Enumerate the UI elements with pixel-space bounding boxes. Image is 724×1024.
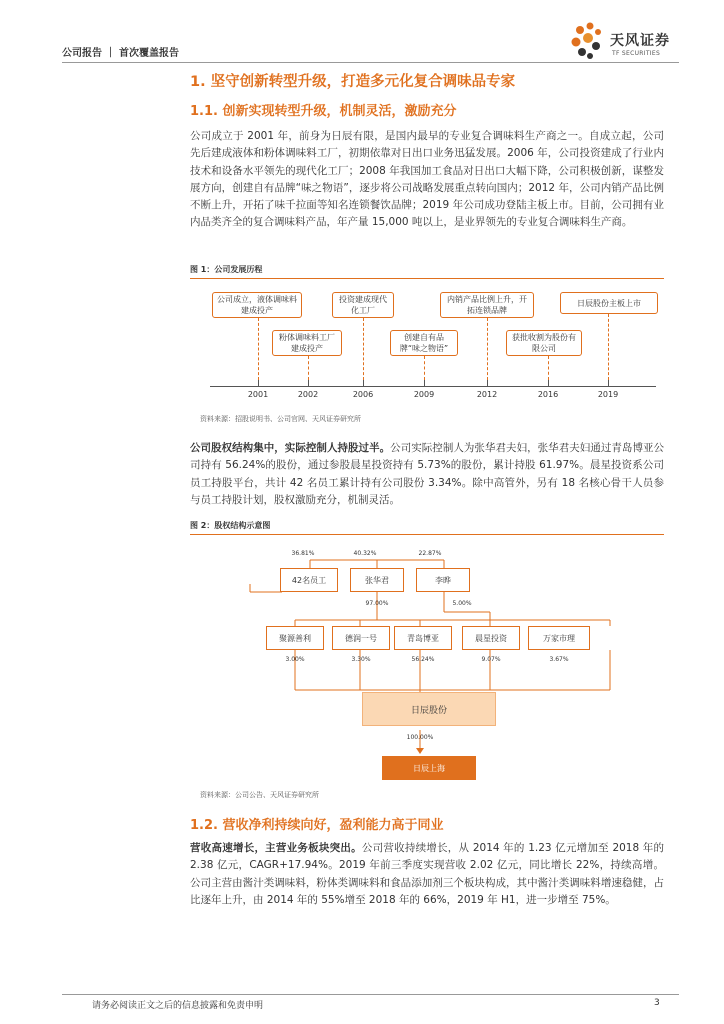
timeline-event-2012: 内销产品比例上升，开拓连锁品牌 <box>440 292 534 318</box>
pct-label: 97.00% <box>365 600 389 607</box>
tick <box>487 380 488 386</box>
connector <box>608 314 609 380</box>
year-label: 2002 <box>297 390 319 399</box>
logo-english: TF SECURITIES <box>612 50 661 57</box>
pct-label: 5.00% <box>452 600 472 607</box>
ownership-body: 公司实际控制人为张华君夫妇，张华君夫妇通过青岛博亚公司持有 56.24%的股份，通过参股晨星投资持有 5.73%的股份，累计持股 61.97%。晨星投资系公司员工持股平台，共计 42 名员工累计持有公司股份 3.34%。除中高管外，另有 18 名核心骨干人员参与员工持股计划，股权激励充分，机制灵活。 <box>190 442 665 506</box>
tf-logo-icon <box>568 20 610 62</box>
tick <box>424 380 425 386</box>
logo-name: 天风证券 <box>610 33 670 49</box>
holder-zhang: 张华君 <box>350 568 404 592</box>
pct-label: 100.00% <box>406 734 434 741</box>
revenue-lead: 营收高速增长，主营业务板块突出。 <box>190 842 362 854</box>
shareholder-box: 万家市理 <box>528 626 590 650</box>
paragraph-ownership <box>190 440 664 509</box>
figure-1-top-rule <box>190 278 664 279</box>
company-box: 日辰股份 <box>362 692 496 726</box>
ownership-lead: 公司股权结构集中，实际控制人持股过半。 <box>190 442 391 454</box>
pct-label: 3.30% <box>351 656 371 663</box>
connector <box>308 356 309 380</box>
timeline-event-2001: 公司成立，液体调味料建成投产 <box>212 292 302 318</box>
holder-employees: 42名员工 <box>280 568 338 592</box>
tick <box>608 380 609 386</box>
footer-disclaimer: 请务必阅读正文之后的信息披露和免责申明 <box>92 1001 264 1011</box>
page-number: 3 <box>654 998 660 1008</box>
year-label: 2006 <box>352 390 374 399</box>
figure-2-top-rule <box>190 534 664 535</box>
pct-label: 36.81% <box>291 550 315 557</box>
holder-li: 李晔 <box>416 568 470 592</box>
pct-label: 40.32% <box>353 550 377 557</box>
year-label: 2012 <box>476 390 498 399</box>
revenue-body: 公司营收持续增长，从 2014 年的 1.23 亿元增加至 2018 年的 2.38 亿元，CAGR+17.94%。2019 年前三季度实现营收 2.02 亿元，同比增长 22%，持续高增。公司主营由酱汁类调味料，粉体类调味料和食品添加剂三个板块构成，其中酱汁类调味料增速稳健，占比逐年上升，由 2014 年的 55%增至 2018 年的 66%，2019 年 H1，进一步增至 75%。 <box>190 842 664 906</box>
shareholder-box: 德润一号 <box>332 626 390 650</box>
pct-label: 3.67% <box>549 656 569 663</box>
figure-1-source: 资料来源：招股说明书、公司官网、天风证券研究所 <box>200 415 361 423</box>
paragraph-revenue <box>190 840 664 909</box>
connector <box>363 318 364 380</box>
subsection-title-1-2: 1.2. 营收净利持续向好，盈利能力高于同业 <box>190 818 444 833</box>
year-label: 2016 <box>537 390 559 399</box>
pct-label: 3.00% <box>285 656 305 663</box>
figure-1-title: 图 1：公司发展历程 <box>190 265 263 274</box>
paragraph-history: 公司成立于 2001 年，前身为日辰有限，是国内最早的专业复合调味料生产商之一。自成立起，公司先后建成液体和粉体调味料工厂，初期依靠对日出口业务迅猛发展。2006 年，公司投资建成了行业内技术和设备水平领先的现代化工厂；2008 年我国加工食品对日出口大幅下降，公司积极创新，谋整发展方向，创建自有品牌“味之物语”，逐步将公司战略发展重点转向国内；2012 年，公司内销产品比例不断上升，开拓了味千拉面等知名连锁餐饮品牌；2019 年公司成功登陆主板上市。目前，公司拥有业内品类齐全的复合调味料产品，年产量 15,000 吨以上，是业界领先的专业复合调味料生产商。 <box>190 130 664 229</box>
section-title: 1. 坚守创新转型升级，打造多元化复合调味品专家 <box>190 74 516 90</box>
figure-2-source: 资料来源：公司公告、天风证券研究所 <box>200 791 319 799</box>
pct-label: 56.24% <box>411 656 435 663</box>
year-label: 2009 <box>413 390 435 399</box>
year-label: 2001 <box>247 390 269 399</box>
connector <box>548 356 549 380</box>
connector <box>424 356 425 380</box>
timeline-event-2006: 投资建成现代化工厂 <box>332 292 394 318</box>
timeline-event-2016: 获批收割为股份有限公司 <box>506 330 582 356</box>
timeline-axis <box>210 386 656 387</box>
timeline-event-2019: 日辰股份主板上市 <box>560 292 658 314</box>
tick <box>258 380 259 386</box>
subsidiary-box: 日辰上海 <box>382 756 476 780</box>
footer-divider <box>62 994 679 995</box>
shareholder-box: 青岛博亚 <box>394 626 452 650</box>
shareholder-box: 聚源善利 <box>266 626 324 650</box>
subsection-title-1-1: 1.1. 创新实现转型升级，机制灵活，激励充分 <box>190 104 457 119</box>
report-type-header: 公司报告 ｜ 首次覆盖报告 <box>62 48 179 59</box>
connector <box>487 318 488 380</box>
year-label: 2019 <box>597 390 619 399</box>
pct-label: 22.87% <box>418 550 442 557</box>
timeline-event-2009: 创建自有品牌“味之物语” <box>390 330 458 356</box>
tick <box>308 380 309 386</box>
timeline-event-2002: 粉体调味料工厂建成投产 <box>272 330 342 356</box>
header-divider <box>62 62 679 63</box>
connector <box>258 318 259 380</box>
figure-2-title: 图 2：股权结构示意图 <box>190 521 271 530</box>
shareholder-box: 晨星投资 <box>462 626 520 650</box>
tick <box>548 380 549 386</box>
tick <box>363 380 364 386</box>
pct-label: 9.07% <box>481 656 501 663</box>
